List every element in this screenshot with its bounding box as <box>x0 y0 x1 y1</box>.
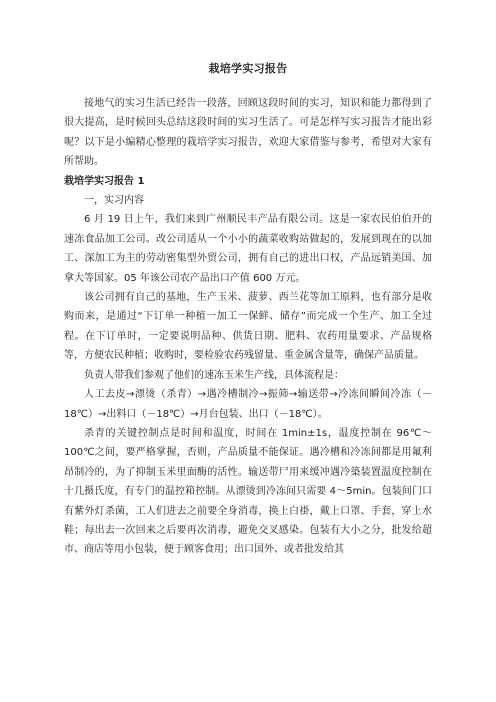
intro-paragraph: 接地气的实习生活已经告一段落，回顾这段时间的实习，知识和能力都得到了很大提高，是时候回头总结这段时间的实习生活了。可是怎样写实习报告才能出彩呢？以下是小编精心整理的栽培学实习报告，欢迎大家借鉴与参考，希望对大家有所帮助。 <box>64 98 432 168</box>
body-paragraph: 杀青的关键控制点是时间和温度，时间在 1min±1s，温度控制在 96℃～100℃之间，要严格掌握，否则，产品质量不能保证。遇冷槽和冷冻间都是用氟利昂制冷的，为了抑制玉米里面酶的活性。输送带尸用来缓冲遇冷築装置温度控制在十几摄氏度，有专门的温控箱控制。从漂烫到冷冻间只需要 4～5min。包装间门口有紫外灯杀菌，工人们进去之前要全身消毒，换上白褂，戴上口罩、手套，穿上水鞋；每出去一次回来之后要再次消毒，避免交叉感染。包装有大小之分，批发给超市、商店等用小包装，便于顾客食用；出口国外、或者批发给其 <box>64 427 432 556</box>
section-heading: 栽培学实习报告 1 <box>64 175 145 187</box>
body-paragraph: 负责人带我们参观了他们的速冻玉米生产线，具体流程是： <box>84 369 344 381</box>
body-paragraph: 6 月 19 日上午，我们来到广州顺民丰产品有限公司。这是一家农民伯伯开的速冻食品加工公司。改公司适从一个小小的蔬菜收购站做起的，发展到现在的以加工、深加工为主的劳动密集型外贸公司，拥有自己的进出口权，产品远销美国、加拿大等国家。05 年该公司农产品出口产值 600 万元。 <box>64 214 432 284</box>
body-paragraph: 该公司拥有自己的基地，生产玉米、菠萝、西兰花等加工原料，也有部分是收购而来，是通过“下订单一种植一加工一保鲜、储存”而完成一个生产、加工全过程。在下订单时，一定要说明品种、供货日期、肥料、农药用量要求、产品规格等，方便农民种植；收购时，要检验农药残留量、重金属含量等，确保产品质量。 <box>64 292 432 362</box>
subsection-heading: 一，实习内容 <box>84 195 144 207</box>
process-flow-paragraph: 人工去皮→漂烫（杀青）→遇冷槽制冷→振筛→输送带→冷冻间瞬间冷冻（－18℃）→出料口（－18℃）→月台包装、出口（－18℃）。 <box>64 389 432 420</box>
document-title: 栽培学实习报告 <box>208 62 288 75</box>
document-body <box>64 94 432 560</box>
